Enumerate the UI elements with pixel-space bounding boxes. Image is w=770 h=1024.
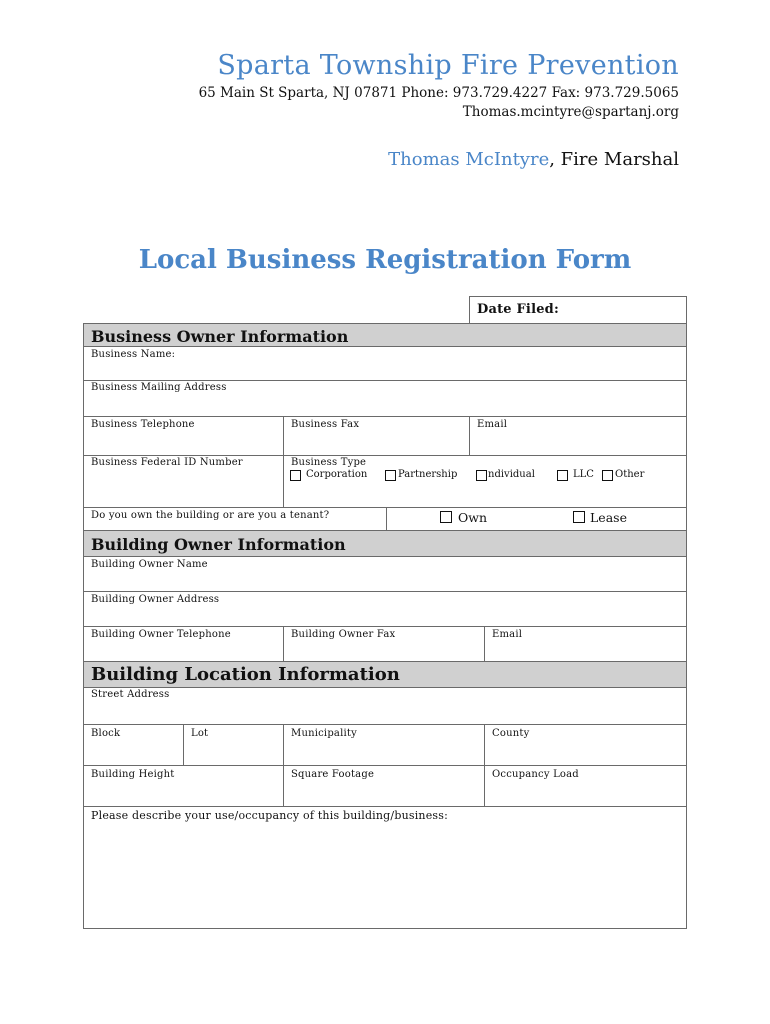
field-label: Email (492, 629, 523, 640)
building-owner-name-field[interactable] (83, 556, 687, 592)
business-fax-field[interactable] (283, 416, 470, 456)
own-lease-options-cell (386, 507, 687, 531)
field-label: Municipality (291, 728, 357, 739)
form-title: Local Business Registration Form (138, 245, 632, 275)
partnership-checkbox[interactable] (385, 470, 396, 481)
field-label: Business Fax (291, 419, 360, 430)
field-label: Street Address (91, 689, 170, 700)
building-owner-address-field[interactable] (83, 591, 687, 627)
business-email-field[interactable] (469, 416, 687, 456)
field-label: Building Owner Telephone (91, 629, 231, 640)
business-mailing-address-field[interactable] (83, 380, 687, 417)
section-business-owner (83, 323, 687, 347)
agency-address: 65 Main St Sparta, NJ 07871 Phone: 973.729.4227 Fax: 973.729.5065 (198, 85, 679, 101)
building-owner-telephone-field[interactable] (83, 626, 284, 662)
building-owner-fax-field[interactable] (283, 626, 485, 662)
fire-marshal-line (388, 149, 679, 170)
field-label: Business Federal ID Number (91, 457, 243, 468)
square-footage-field[interactable] (283, 765, 485, 807)
individual-checkbox[interactable] (476, 470, 487, 481)
marshal-name: Thomas McIntyre (388, 149, 550, 170)
field-label: Please describe your use/occupancy of this building/business: (91, 809, 449, 822)
section-building-location (83, 661, 687, 688)
own-question-label: Do you own the building or are you a tenant? (91, 510, 330, 521)
occupancy-load-field[interactable] (484, 765, 687, 807)
own-checkbox[interactable] (440, 511, 452, 523)
date-filed-label: Date Filed: (477, 302, 559, 317)
section-building-owner (83, 530, 687, 557)
business-telephone-field[interactable] (83, 416, 284, 456)
lease-checkbox[interactable] (573, 511, 585, 523)
field-label: County (492, 728, 530, 739)
agency-email: Thomas.mcintyre@spartanj.org (462, 104, 679, 120)
field-label: Business Name: (91, 349, 176, 360)
section-heading: Business Owner Information (91, 327, 349, 346)
field-label: Occupancy Load (492, 769, 579, 780)
field-label: Building Owner Fax (291, 629, 396, 640)
lot-field[interactable] (183, 724, 284, 766)
other-checkbox[interactable] (602, 470, 613, 481)
business-type-field (283, 455, 687, 508)
llc-checkbox[interactable] (557, 470, 568, 481)
agency-title: Sparta Township Fire Prevention (217, 50, 679, 81)
municipality-field[interactable] (283, 724, 485, 766)
field-label: Building Height (91, 769, 175, 780)
llc-label: LLC (573, 469, 594, 480)
field-label: Email (477, 419, 508, 430)
lease-label: Lease (590, 510, 627, 525)
own-label: Own (458, 510, 487, 525)
corporation-label: Corporation (306, 469, 368, 480)
field-label: Business Type (291, 457, 367, 468)
individual-label: ndividual (488, 469, 535, 480)
field-label: Business Mailing Address (91, 382, 227, 393)
building-height-field[interactable] (83, 765, 284, 807)
section-heading: Building Owner Information (91, 535, 346, 554)
field-label: Business Telephone (91, 419, 195, 430)
building-owner-email-field[interactable] (484, 626, 687, 662)
field-label: Square Footage (291, 769, 375, 780)
block-field[interactable] (83, 724, 184, 766)
street-address-field[interactable] (83, 687, 687, 725)
partnership-label: Partnership (398, 469, 458, 480)
use-description-field[interactable] (83, 806, 687, 929)
field-label: Block (91, 728, 121, 739)
field-label: Building Owner Address (91, 594, 220, 605)
date-filed-field[interactable] (469, 296, 687, 324)
own-question-cell (83, 507, 387, 531)
other-label: Other (615, 469, 645, 480)
marshal-role: , Fire Marshal (549, 149, 679, 170)
section-heading: Building Location Information (91, 664, 400, 685)
business-name-field[interactable] (83, 346, 687, 381)
field-label: Building Owner Name (91, 559, 208, 570)
county-field[interactable] (484, 724, 687, 766)
field-label: Lot (191, 728, 209, 739)
business-federal-id-field[interactable] (83, 455, 284, 508)
corporation-checkbox[interactable] (290, 470, 301, 481)
